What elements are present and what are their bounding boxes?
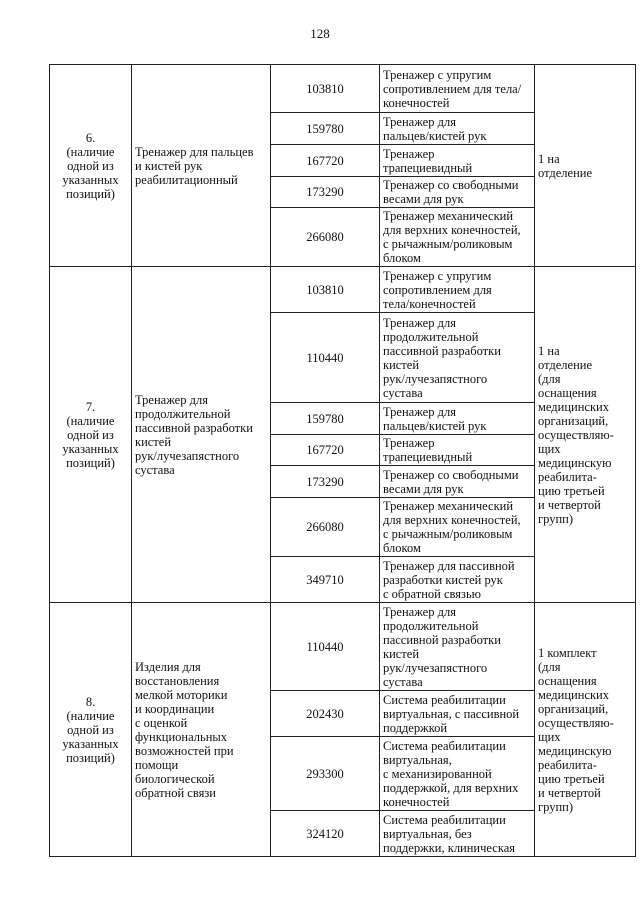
item-description: Тренажер для продолжительной пассивной разработки кистей рук/лучезапястного сустава [380,313,535,403]
group-number: 6. (наличие одной из указанных позиций) [50,65,132,267]
item-code: 167720 [271,145,380,177]
group-name: Изделия для восстановления мелкой моторики и координации с оценкой функциональных возможностей при помощи биологической обратной связи [132,603,271,857]
item-code: 110440 [271,603,380,691]
item-code: 103810 [271,267,380,313]
group-number: 7. (наличие одной из указанных позиций) [50,267,132,603]
item-description: Тренажер для пассивной разработки кистей рук с обратной связью [380,557,535,603]
table-row [50,603,636,691]
item-code: 103810 [271,65,380,113]
item-description: Тренажер механический для верхних конечностей, с рычажным/роликовым блоком [380,208,535,267]
group-name: Тренажер для пальцев и кистей рук реабилитационный [132,65,271,267]
table-row [50,267,636,313]
item-code: 202430 [271,691,380,737]
item-code: 173290 [271,466,380,498]
item-code: 266080 [271,208,380,267]
item-description: Тренажер со свободными весами для рук [380,466,535,498]
item-description: Система реабилитации виртуальная, без поддержки, клиническая [380,811,535,857]
item-code: 159780 [271,403,380,435]
item-code: 167720 [271,435,380,466]
item-code: 349710 [271,557,380,603]
item-code: 266080 [271,498,380,557]
item-code: 110440 [271,313,380,403]
item-description: Тренажер для пальцев/кистей рук [380,403,535,435]
item-description: Тренажер со свободными весами для рук [380,177,535,208]
item-code: 159780 [271,113,380,145]
table-row [50,65,636,113]
item-code: 293300 [271,737,380,811]
item-description: Тренажер механический для верхних конечностей, с рычажным/роликовым блоком [380,498,535,557]
item-code: 324120 [271,811,380,857]
item-description: Тренажер с упругим сопротивлением для тела/ конечностей [380,65,535,113]
group-name: Тренажер для продолжительной пассивной разработки кистей рук/лучезапястного сустава [132,267,271,603]
item-description: Тренажер с упругим сопротивлением для тела/конечностей [380,267,535,313]
item-description: Тренажер для продолжительной пассивной разработки кистей рук/лучезапястного сустава [380,603,535,691]
item-description: Тренажер трапециевидный [380,145,535,177]
item-description: Система реабилитации виртуальная, с механизированной поддержкой, для верхних конечностей [380,737,535,811]
item-description: Тренажер для пальцев/кистей рук [380,113,535,145]
item-description: Тренажер трапециевидный [380,435,535,466]
item-description: Система реабилитации виртуальная, с пассивной поддержкой [380,691,535,737]
group-quantity: 1 комплект (для оснащения медицинских организаций, осуществляю- щих медицинскую реабилита- цию третьей и четвертой групп) [535,603,636,857]
group-quantity: 1 на отделение [535,65,636,267]
group-quantity: 1 на отделение (для оснащения медицинских организаций, осуществляю- щих медицинскую реабилита- цию третьей и четвертой групп) [535,267,636,603]
group-number: 8. (наличие одной из указанных позиций) [50,603,132,857]
page-number: 128 [310,26,330,41]
equipment-table [49,64,636,857]
item-code: 173290 [271,177,380,208]
